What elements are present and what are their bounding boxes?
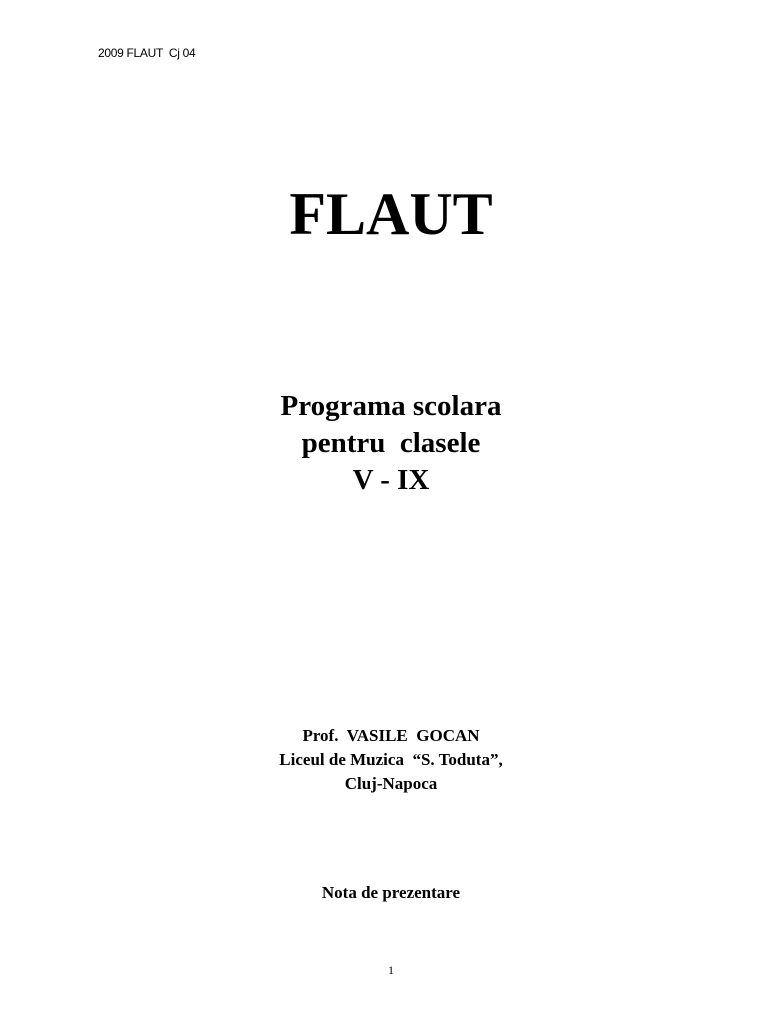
page-header: 2009 FLAUT Cj 04 bbox=[98, 46, 196, 60]
author-city: Cluj-Napoca bbox=[344, 774, 438, 793]
subtitle-line: pentru clasele bbox=[301, 427, 481, 459]
document-subtitle bbox=[0, 388, 768, 499]
section-heading: Nota de prezentare bbox=[321, 883, 461, 902]
author-name: Prof. VASILE GOCAN bbox=[302, 726, 480, 745]
author-institution: Liceul de Muzica “S. Toduta”, bbox=[279, 750, 503, 769]
author-block bbox=[0, 724, 768, 796]
subtitle-line: V - IX bbox=[352, 464, 430, 496]
document-title: FLAUT bbox=[289, 181, 493, 247]
page-number: 1 bbox=[388, 963, 394, 977]
subtitle-line: Programa scolara bbox=[280, 390, 502, 422]
